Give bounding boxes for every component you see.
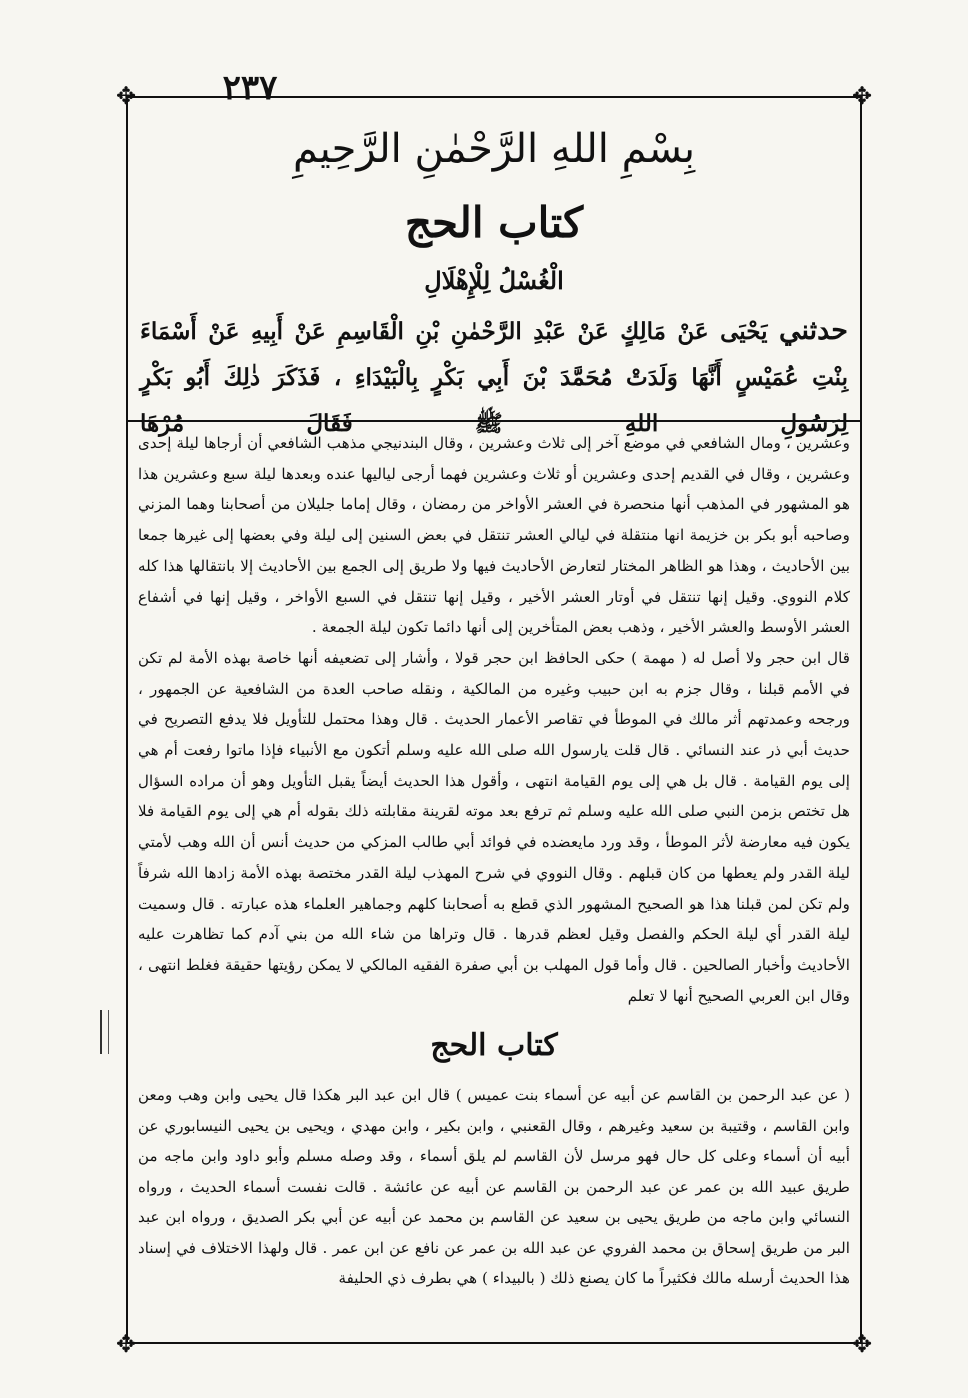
bismillah: بِسْمِ اللهِ الرَّحْمٰنِ الرَّحِيمِ [292, 126, 696, 172]
floral-ornament-icon: ✥ [115, 1330, 137, 1358]
commentary-paragraph: وعشرين ، ومال الشافعي في موضع آخر إلى ثلاث وعشرين ، وقال البندنيجي مذهب الشافعي أن أرجاها ليلة إحدى وعشرين ، وقال في القديم إحدى وعشرين أو ثلاث وعشرين فهما أرجى لياليها عنده وبعدها ليلة سبع وعشرين هذا هو المشهور في المذهب أنها منحصرة في العشر الأواخر من رمضان ، وقال إماما جليلان من أصحابنا وهما المزني وصاحبه أبو بكر بن خزيمة انها منتقلة في ليالي العشر تنتقل في بعض السنين إلى ليلة وفي بعضها إلى غيرها جمعا بين الأحاديث ، وهذا هو الظاهر المختار لتعارض الأحاديث فيها ولا طريق إلى الجمع بين الأحاديث إلا بانتقالها هذا كله كلام النووي. وقيل إنها تنتقل في أوتار العشر الأخير ، وقيل إنها تنتقل في السبع الأواخر ، وقيل إنها في أشفاع العشر الأوسط والعشر الأخير ، وذهب بعض المتأخرين إلى أنها دائما تكون ليلة الجمعة . [138, 434, 850, 637]
commentary-book-title: كتاب الحج [430, 1028, 558, 1063]
floral-ornament-icon: ✥ [851, 82, 873, 110]
section-divider [128, 420, 860, 422]
commentary-section-2 [138, 1080, 850, 1294]
chapter-title: الْغُسْلُ لِلْإِهْلَالِ [424, 266, 564, 295]
hadith-text [140, 308, 848, 447]
floral-ornament-icon: ✥ [115, 82, 137, 110]
commentary [138, 428, 850, 1011]
hadith-body: يَحْيَى عَنْ مَالِكٍ عَنْ عَبْدِ الرَّحْمٰنِ بْنِ الْقَاسِمِ عَنْ أَبِيهِ عَنْ أَسْمَاءَ بِنْتِ عُمَيْسٍ أَنَّهَا وَلَدَتْ مُحَمَّدَ بْنَ أَبِي بَكْرٍ بِالْبَيْدَاءِ ، فَذَكَرَ ذٰلِكَ أَبُو بَكْرٍ لِرَسُولِ اللهِ ﷺ فَقَالَ مُرْهَا [140, 318, 848, 437]
hadith-lead: حدثني [778, 315, 848, 346]
margin-mark [100, 1010, 109, 1054]
book-title: كتاب الحج [404, 198, 584, 247]
floral-ornament-icon: ✥ [851, 1330, 873, 1358]
commentary-paragraph: ( عن عبد الرحمن بن القاسم عن أبيه عن أسماء بنت عميس ) قال ابن عبد البر هكذا قال يحيى وابن وهب ومعن وابن القاسم ، وقتيبة بن سعيد وغيرهم ، وقال القعنبي ، وابن بكير ، وابن مهدي ، ويحيى بن يحيى النيسابوري عن أبيه أن أسماء وعلى كل حال فهو مرسل لأن القاسم لم يلق أسماء ، وقد وصله مسلم وأبو داود وابن ماجه من طريق عبيد الله بن عمر عن عبد الرحمن بن القاسم عن أبيه عن عائشة . قالت نفست أسماء الحديث ، ورواه النسائي وابن ماجه من طريق يحيى بن سعيد عن القاسم بن محمد عن أبيه عن أبي بكر الصديق ، ورواه ابن عبد البر من طريق إسحاق بن محمد الفروي عن عبد الله بن عمر عن نافع عن ابن عمر . قال ولهذا الاختلاف في إسناد هذا الحديث أرسله مالك فكثيراً ما كان يصنع ذلك ( بالبيداء ) هي بطرف ذي الحليفة [138, 1086, 850, 1287]
page-number: ٢٣٧ [222, 68, 278, 108]
commentary-paragraph: قال ابن حجر ولا أصل له ( مهمة ) حكى الحافظ ابن حجر قولا ، وأشار إلى تضعيفه أنها خاصة بهذه الأمة لم تكن في الأمم قبلنا ، وقال جزم به ابن حبيب وغيره من المالكية ، ونقله صاحب العدة من الشافعية عن الجمهور ، ورجحه وعمدتهم أثر مالك في الموطأ في تقاصر الأعمار الحديث . قال وهذا محتمل للتأويل فلا يدفع التصريح في حديث أبي ذر عند النسائي . قال قلت يارسول الله صلى الله عليه وسلم أتكون مع الأنبياء فإذا ماتوا رفعت أم هي إلى يوم القيامة . قال بل هي إلى يوم القيامة انتهى ، وأقول هذا الحديث أيضاً يقبل التأويل وهو أن مراده السؤال هل تختص بزمن النبي صلى الله عليه وسلم ثم ترفع بعد موته لقرينة مقابلته ذلك بقوله أم هي إلى يوم القيامة فلا يكون فيه معارضة لأثر الموطأ ، وقد ورد مايعضده في فوائد أبي طالب المزكي من حديث أنس أن الله وهب لأمتي ليلة القدر ولم يعطها من كان قبلهم . وقال النووي في شرح المهذب ليلة القدر مختصة بهذه الأمة زادها الله شرفاً ولم تكن لمن قبلنا هذا هو الصحيح المشهور الذي قطع به أصحابنا كلهم وجماهير العلماء هذه عبارته . قال وسميت ليلة القدر أي ليلة الحكم والفصل وقيل لعظم قدرها . قال وتراها من شاء الله من بني آدم كما تظاهرت عليه الأحاديث وأخبار الصالحين . قال وأما قول المهلب بن أبي صفرة الفقيه المالكي لا يمكن رؤيتها حقيقة فغلط انتهى ، وقال ابن العربي الصحيح أنها لا تعلم [138, 648, 850, 1005]
